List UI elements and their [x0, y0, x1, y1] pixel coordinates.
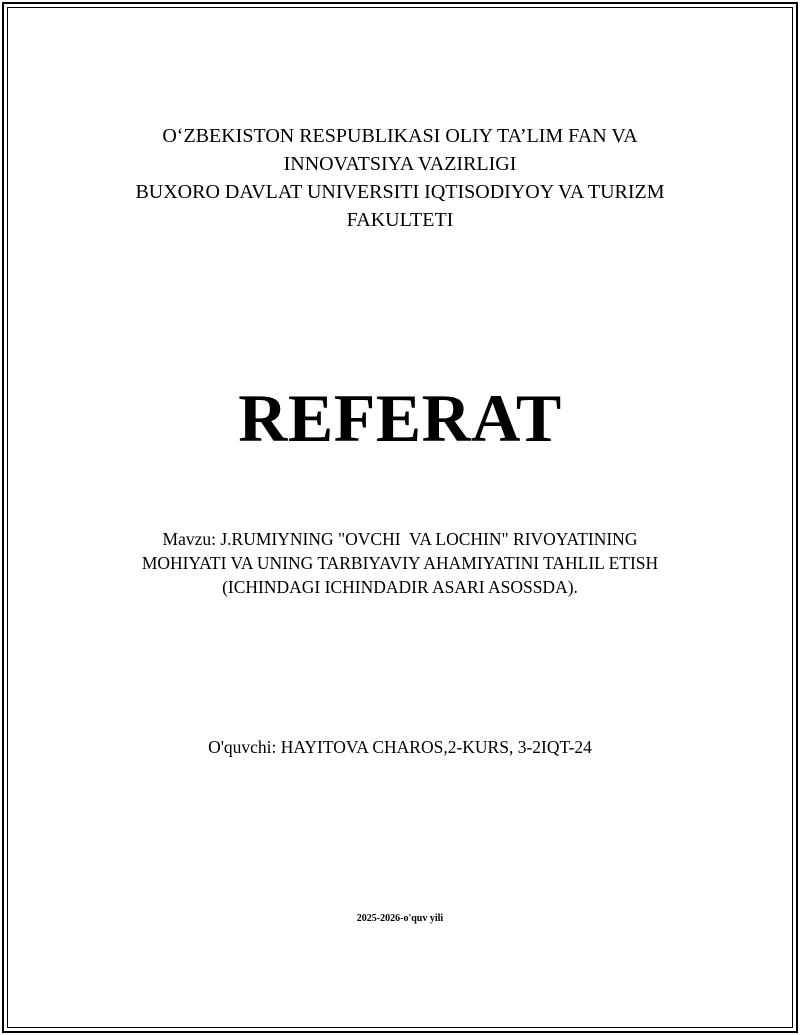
academic-year: 2025-2026-o'quv yili	[356, 913, 444, 924]
header-line-ministry-1: O‘ZBEKISTON RESPUBLIKASI OLIY TA’LIM FAN VA	[162, 125, 638, 147]
document-title: REFERAT	[238, 380, 562, 456]
header-line-faculty: FAKULTETI	[346, 209, 454, 231]
header-line-ministry-2: INNOVATSIYA VAZIRLIGI	[283, 153, 517, 175]
header-line-university: BUXORO DAVLAT UNIVERSITI IQTISODIYOY VA TURIZM	[135, 181, 665, 203]
topic-line-3: (ICHINDAGI ICHINDADIR ASARI ASOSSDA).	[222, 577, 578, 597]
topic-block	[0, 527, 800, 599]
topic-line-1: Mavzu: J.RUMIYNING "OVCHI VA LOCHIN" RIVOYATINING	[162, 529, 638, 549]
topic-line-2: MOHIYATI VA UNING TARBIYAVIY AHAMIYATINI TAHLIL ETISH	[141, 553, 659, 573]
student-info: O'quvchi: HAYITOVA CHAROS,2-KURS, 3-2IQT-24	[208, 737, 592, 757]
institution-header	[0, 122, 800, 234]
